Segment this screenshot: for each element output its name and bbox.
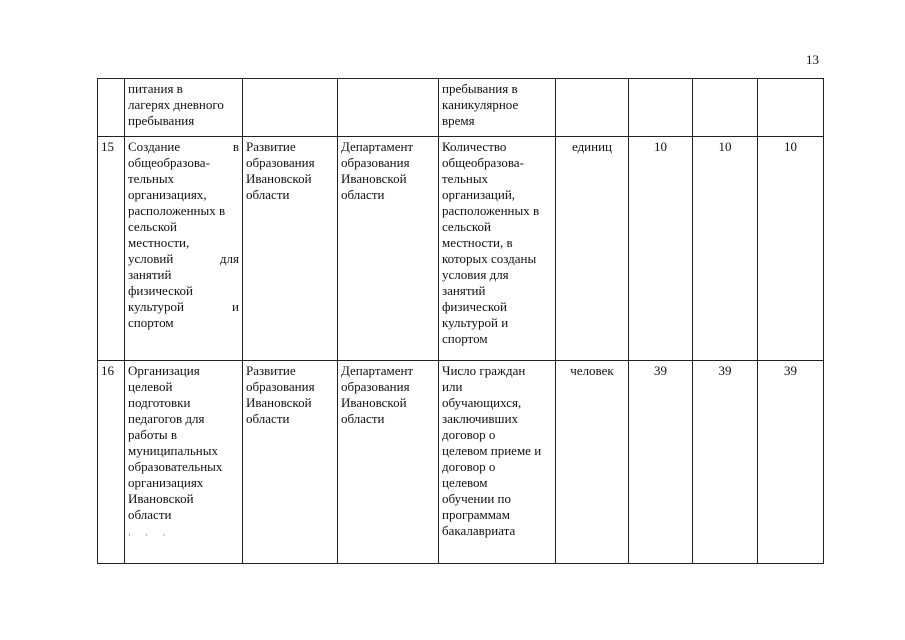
unit-cell [556, 79, 629, 137]
task-line: организациях, [128, 187, 207, 202]
executor-cell: Департамент образования Ивановской области [338, 361, 439, 564]
task-cell: Организация целевой подготовки педагогов для работы в муниципальных образовательных организациях Ивановской области · · · [125, 361, 243, 564]
value-cell: 10 [629, 137, 693, 361]
row-number-cell: 15 [98, 137, 125, 361]
task-line: условий для [128, 251, 239, 266]
value-cell: 39 [629, 361, 693, 564]
table-row [98, 79, 824, 137]
task-line: питания в [128, 81, 183, 96]
executor-cell: Департамент образования Ивановской области [338, 137, 439, 361]
task-line: общеобразова- [128, 155, 210, 170]
task-line: Создание в [128, 139, 239, 154]
indicator-line: каникулярное [442, 97, 519, 112]
table-row [98, 361, 824, 564]
task-line: расположенных в [128, 203, 226, 218]
unit-cell: единиц [556, 137, 629, 361]
task-line: физической [128, 283, 193, 298]
task-line: культурой и [128, 299, 239, 314]
row-number-cell [98, 79, 125, 137]
value-cell: 10 [758, 137, 824, 361]
value-cell [693, 79, 758, 137]
value-cell: 39 [693, 361, 758, 564]
task-line: пребывания [128, 113, 195, 128]
indicator-cell [439, 79, 556, 137]
unit-cell: человек [556, 361, 629, 564]
page-number: 13 [806, 52, 819, 67]
indicator-line: пребывания в [442, 81, 518, 96]
table-row [98, 137, 824, 361]
indicator-line: время [442, 113, 475, 128]
indicator-cell: Количество общеобразова- тельных организаций, расположенных в сельской местности, в которых созданы условия для занятий физической культурой и спортом [439, 137, 556, 361]
indicator-cell: Число граждан или обучающихся, заключивших договор о целевом приеме и договор о целевом обучении по программам бакалавриата [439, 361, 556, 564]
program-table [97, 78, 824, 564]
task-line: местности, [128, 235, 190, 250]
row-number-cell: 16 [98, 361, 125, 564]
task-line: сельской [128, 219, 177, 234]
value-cell [758, 79, 824, 137]
program-cell: Развитие образования Ивановской области [243, 137, 338, 361]
program-cell: Развитие образования Ивановской области [243, 361, 338, 564]
task-cell [125, 79, 243, 137]
program-cell [243, 79, 338, 137]
task-line: спортом [128, 315, 174, 330]
scan-speck: · · · [128, 530, 172, 540]
task-line: занятий [128, 267, 172, 282]
value-cell [629, 79, 693, 137]
task-line: лагерях дневного [128, 97, 224, 112]
task-cell [125, 137, 243, 361]
value-cell: 10 [693, 137, 758, 361]
executor-cell [338, 79, 439, 137]
task-line: тельных [128, 171, 175, 186]
value-cell: 39 [758, 361, 824, 564]
